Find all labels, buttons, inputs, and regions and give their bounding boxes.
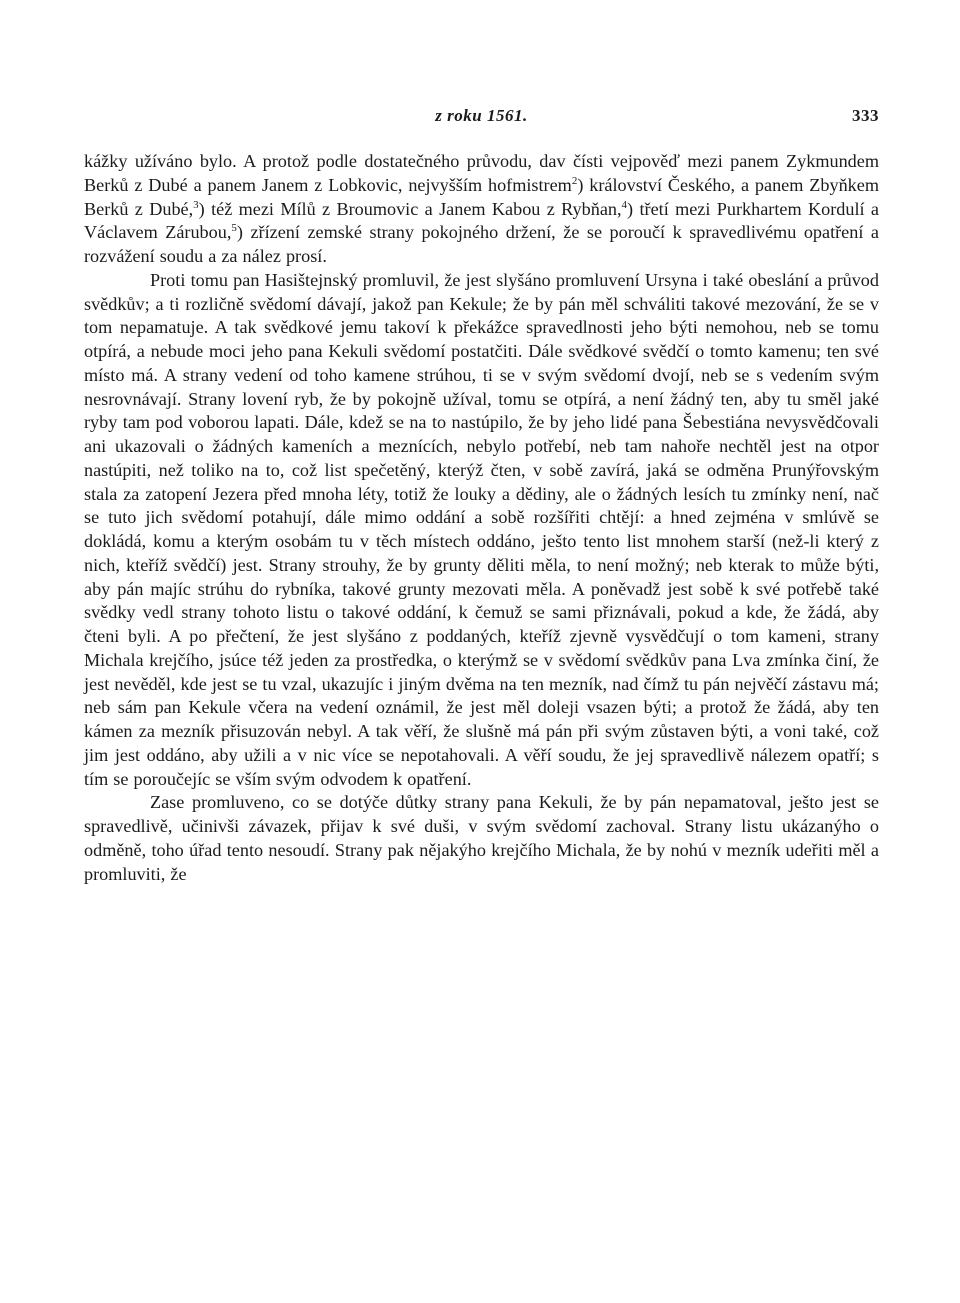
running-head-title: z roku 1561.	[435, 106, 528, 125]
text-run: kážky užíváno bylo. A protož podle dostatečného průvodu, dav čísti vejpověď mezi panem Zykmundem Berků z Dubé a panem Janem z Lobkovic, nejvyšším hofmistrem	[84, 151, 879, 195]
page-number: 333	[852, 106, 879, 125]
text-run: ) též mezi Mílů z Broumovic a Janem Kabou z Rybňan,	[198, 198, 622, 219]
paragraph	[84, 791, 879, 886]
text-run: Proti tomu pan Hasištejnský promluvil, že jest slyšáno promluvení Ursyna i také obeslání a průvod svědkův; a ti rozličně svědomí dávají, jakož pan Kekule; že by pán měl schváliti takové mezování, že se v tom nepamatuje. A tak svědkové jemu takoví k překážce spravedlnosti jeho býti nemohou, neb se tomu otpírá, a nebude moci jeho pana Kekuli svědomí postatčiti. Dále svědkové svědčí o tomto kamenu; ten své místo má. A strany vedení od toho kamene strúhou, ti se v svým svědomí dvojí, neb se s vedením svým nesrovnávají. Strany lovení ryb, že by pokojně užíval, tomu se otpírá, a není žádný ten, aby tu směl jaké ryby tam pod voborou lapati. Dále, kdež se na to nastúpilo, že by jeho lidé pana Šebestiána nevysvědčovali ani ukazovali o žádných kameních a meznících, nebylo potřebí, neb tam nahoře nechtěl jest na otpor nastúpiti, než toliko na to, což list spečetěný, kterýž čten, v sobě zavírá, jaká se odměna Prunýřovským stala za zatopení Jezera před mnoha léty, totiž že louky a dědiny, ale o žádných lesích tu zmínky není, nač se tuto jich svědomí potahují, dále mimo oddání a sobě rozšířiti chtějí: a hned zejména v smlúvě se dokládá, komu a kterým osobám tu v těch místech oddáno, ješto tento list mnohem starší (než-li který z nich, kteříž svědčí) jest. Strany strouhy, že by grunty děliti měla, to není možný; neb kterak to může býti, aby pán majíc strúhu do rybníka, takové grunty mezovati měla. A poněvadž jest sobě k své potřebě také svědky vedl strany tohoto listu o takové oddání, k čemuž se sami přiznávali, pokud a kde, že žádá, aby čteni byli. A po přečtení, že jest slyšáno z poddaných, kteříž zjevně vysvědčují o tom kameni, strany Michala krejčího, jsúce též jeden za prostředka, o kterýmž se v svědomí svědkův pana Lva zmínka činí, že jest nevěděl, kde jest se tu vzal, ukazujíc i jiným dvěma na ten mezník, nad čímž tu pán nejvěčí zástavu má; neb sám pan Kekule včera na vedení oznámil, že jest měl doleji vsazen býti; a protož že žádá, aby ten kámen za mezník přisuzován nebyl. A tak věří, že slušně má pán při svým zůstaven býti, a voni také, což jim jest oddáno, aby užili a v nic více se nepotahovali. A věří soudu, že jej spravedlivě nálezem opatří; s tím se poroučejíc se vším svým odvodem k opatření.	[84, 269, 879, 789]
text-run: ) zřízení zemské strany pokojného držení, že se poroučí k spravedlivému opatření a rozvážení soudu a za nález prosí.	[84, 222, 879, 266]
running-head	[84, 100, 879, 128]
text-run: Zase promluveno, co se dotýče důtky strany pana Kekuli, že by pán nepamatoval, ješto jest se spravedlivě, učinivši závazek, přijav k své duši, v svým svědomí zachoval. Strany listu ukázanýho o odměně, toho úřad tento nesoudí. Strany pak nějakýho krejčího Michala, že by nohú v mezník udeřiti měl a promluviti, že	[84, 792, 879, 884]
paragraph	[84, 150, 879, 269]
footnote-marker: 4	[621, 198, 628, 211]
footnote-marker: 2	[571, 174, 578, 187]
document-body	[84, 150, 879, 886]
paragraph	[84, 269, 879, 792]
document-page	[84, 100, 879, 886]
footnote-marker: 5	[231, 222, 237, 235]
text-run: ) třetí mezi Purkhartem Kordulí a Václavem Zárubou,	[84, 198, 879, 243]
text-run: ) království Českého, a panem Zbyňkem Berků z Dubé,	[84, 174, 879, 219]
footnote-marker: 3	[193, 198, 199, 211]
